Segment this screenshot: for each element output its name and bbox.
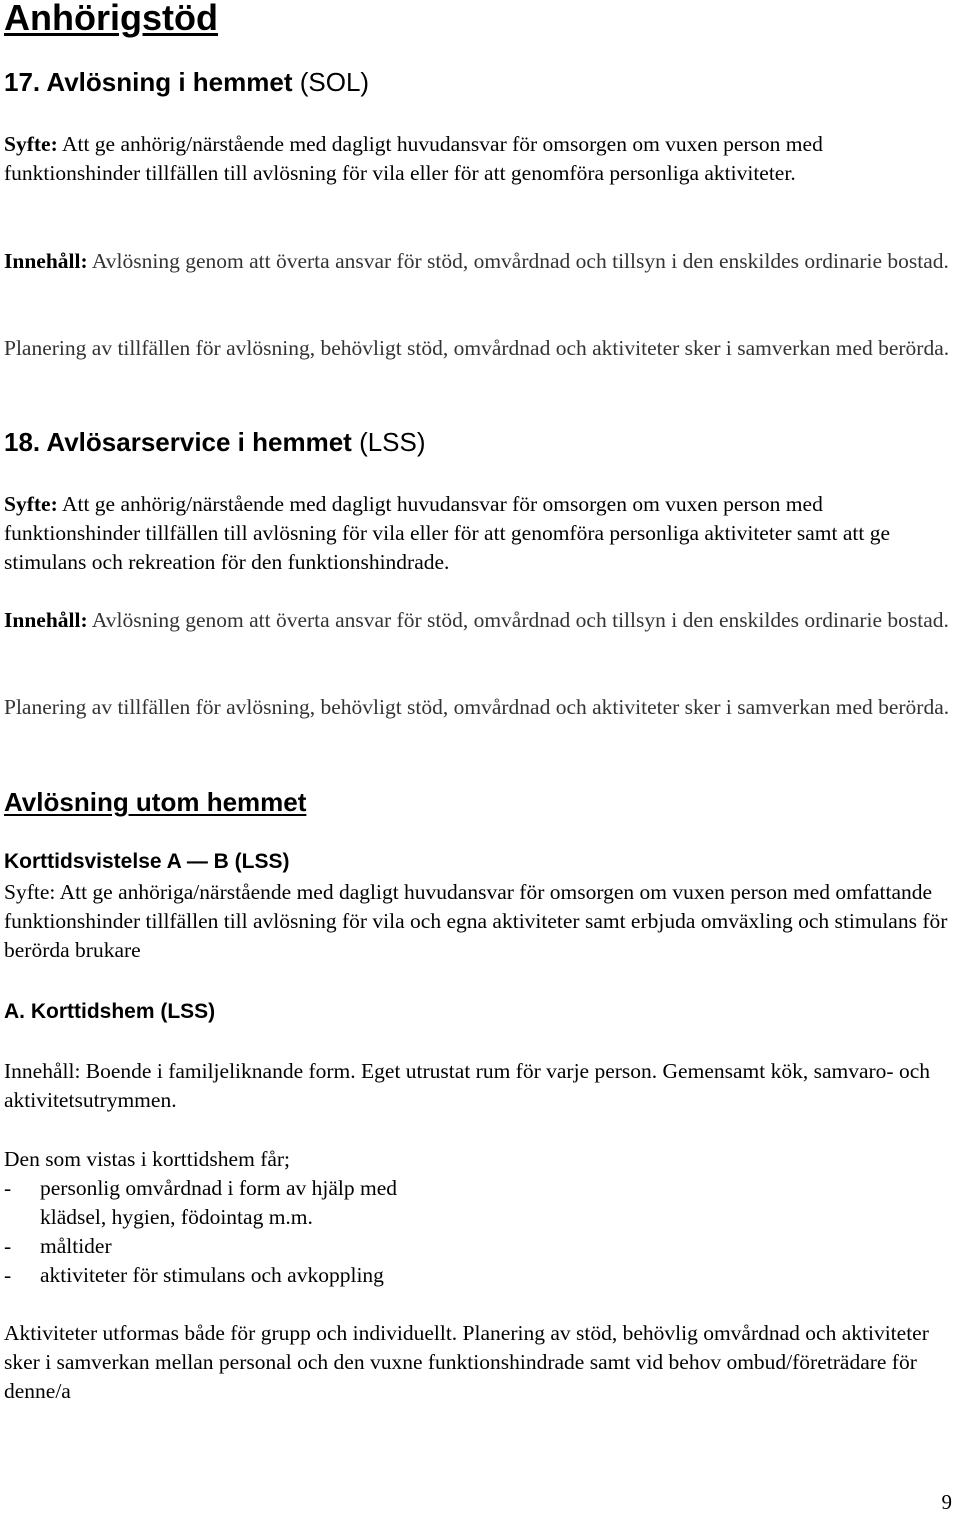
list-item-continuation [4,1203,952,1232]
section-18-innehall [4,606,952,635]
innehall-label: Innehåll: [4,608,88,632]
korttidshem-heading: A. Korttidshem (LSS) [4,1000,216,1023]
innehall-text: Avlösning genom att överta ansvar för stöd, omvårdnad och tillsyn i den enskildes ordinarie bostad. [91,608,949,632]
section-17-syfte [4,130,952,188]
page-number: 9 [941,1490,952,1514]
syfte-label: Syfte: [4,132,58,156]
section-17-innehall [4,247,952,276]
section-17-heading-law: (SOL) [299,67,370,97]
section-18-heading-bold: 18. Avlösarservice i hemmet [4,427,352,457]
section-18-heading [4,426,952,458]
section-17-heading-bold: 17. Avlösning i hemmet [4,67,293,97]
korttidsvistelse-heading: Korttidsvistelse A — B (LSS) [4,850,290,873]
list-item [4,1232,952,1261]
list-dash: - [4,1263,12,1287]
syfte-text: Att ge anhörig/närstående med dagligt huvudansvar för omsorgen om vuxen person med funktionshinder tillfällen till avlösning för vila eller för att genomföra personliga aktiviteter. [4,132,823,185]
list-item [4,1174,952,1203]
syfte-label: Syfte: [4,880,56,904]
list-item-text: aktiviteter för stimulans och avkoppling [40,1263,384,1287]
section-18-planering: Planering av tillfällen för avlösning, behövligt stöd, omvårdnad och aktiviteter sker i samverkan med berörda. [4,695,950,719]
list-item-text: personlig omvårdnad i form av hjälp med [40,1176,398,1200]
list-item-text: klädsel, hygien, födointag m.m. [40,1205,313,1229]
section-utom-heading: Avlösning utom hemmet [4,787,307,817]
syfte-text: Att ge anhörig/närstående med dagligt huvudansvar för omsorgen om vuxen person med funktionshinder tillfällen till avlösning för vila eller för att genomföra personliga aktiviteter samt att ge stimulans och rekreation för den funktionshindrade. [4,492,891,574]
innehall-text: Avlösning genom att överta ansvar för stöd, omvårdnad och tillsyn i den enskildes ordinarie bostad. [91,249,949,273]
list-item [4,1261,952,1290]
list-dash: - [4,1176,12,1200]
innehall-label: Innehåll: [4,249,88,273]
benefit-list [4,1174,952,1290]
section-17-planering: Planering av tillfällen för avlösning, behövligt stöd, omvårdnad och aktiviteter sker i samverkan med berörda. [4,336,950,360]
page-title: Anhörigstöd [4,0,218,38]
section-18-syfte [4,490,952,577]
list-item-text: måltider [40,1234,112,1258]
syfte-label: Syfte: [4,492,58,516]
korttidsvistelse-syfte [4,878,952,965]
list-dash: - [4,1234,12,1258]
syfte-text: Att ge anhöriga/närstående med dagligt huvudansvar för omsorgen om vuxen person med omfattande funktionshinder tillfällen till avlösning för vila och egna aktiviteter samt erbjuda omväxling och stimulans för berörda brukare [4,880,948,962]
aktiviteter-paragraph: Aktiviteter utformas både för grupp och individuellt. Planering av stöd, behövlig omvårdnad och aktiviteter sker i samverkan mellan personal och den vuxne funktionshindrade samt vid behov ombud/företrädare för denne/a [4,1321,929,1403]
section-17-heading [4,66,952,98]
korttidshem-innehall: Innehåll: Boende i familjeliknande form. Eget utrustat rum för varje person. Gemensamt kök, samvaro- och aktivitetsutrymmen. [4,1059,931,1112]
list-intro: Den som vistas i korttidshem får; [4,1147,291,1171]
section-18-heading-law: (LSS) [359,427,426,457]
